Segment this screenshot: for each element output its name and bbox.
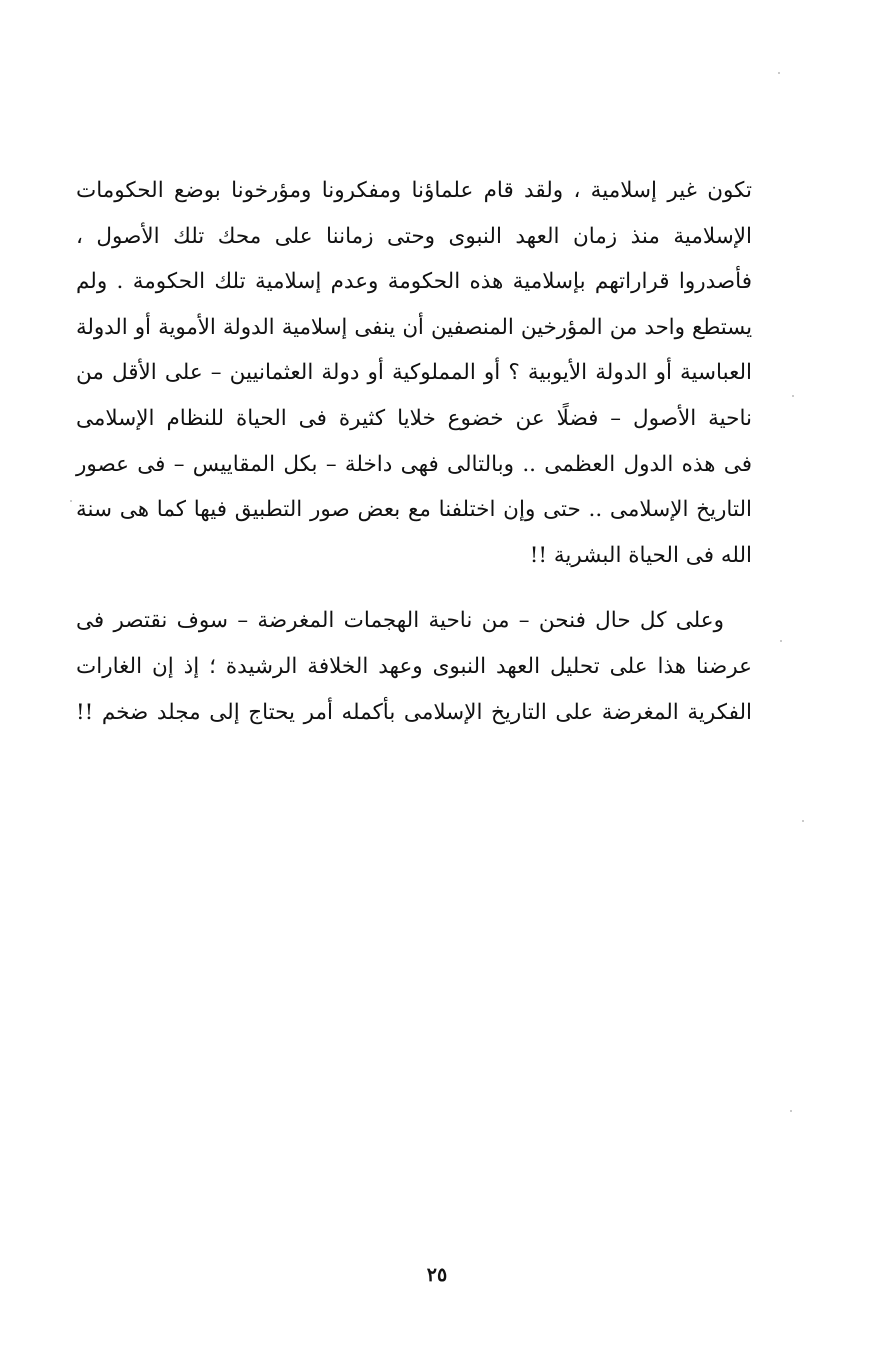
text-line: العباسية أو الدولة الأيوبية ؟ أو المملوكية أو دولة العثمانيين – على الأقل من xyxy=(76,360,752,386)
scan-speck xyxy=(70,500,72,502)
text-line: فأصدروا قراراتهم بإسلامية هذه الحكومة وعدم إسلامية تلك الحكومة . ولم xyxy=(76,269,752,295)
text-line: ناحية الأصول – فضلًا عن خضوع خلايا كثيرة فى الحياة للنظام الإسلامى xyxy=(76,405,752,431)
text-line: الفكرية المغرضة على التاريخ الإسلامى بأكمله أمر يحتاج إلى مجلد ضخم !! xyxy=(76,699,752,725)
text-line: عرضنا هذا على تحليل العهد النبوى وعهد الخلافة الرشيدة ؛ إذ إن الغارات xyxy=(76,653,752,679)
page-number: ٢٥ xyxy=(426,1264,448,1286)
scan-speck xyxy=(792,395,794,397)
scan-speck xyxy=(790,1110,792,1112)
text-line: الله فى الحياة البشرية !! xyxy=(529,542,752,568)
scan-speck xyxy=(802,820,804,822)
text-line: الإسلامية منذ زمان العهد النبوى وحتى زماننا على محك تلك الأصول ، xyxy=(76,223,752,249)
paragraph-1 xyxy=(76,168,752,578)
text-line: يستطع واحد من المؤرخين المنصفين أن ينفى إسلامية الدولة الأموية أو الدولة xyxy=(76,314,752,340)
scan-speck xyxy=(778,72,780,74)
body-text xyxy=(76,168,752,735)
text-line: فى هذه الدول العظمى .. وبالتالى فهى داخلة – بكل المقاييس – فى عصور xyxy=(76,451,752,477)
text-line: تكون غير إسلامية ، ولقد قام علماؤنا ومفكرونا ومؤرخونا بوضع الحكومات xyxy=(76,178,752,203)
text-line: وعلى كل حال فنحن – من ناحية الهجمات المغرضة – سوف نقتصر فى xyxy=(76,608,724,634)
scan-speck xyxy=(780,640,782,642)
paragraph-2 xyxy=(76,598,752,735)
text-line: التاريخ الإسلامى .. حتى وإن اختلفنا مع بعض صور التطبيق فيها كما هى سنة xyxy=(76,497,752,523)
